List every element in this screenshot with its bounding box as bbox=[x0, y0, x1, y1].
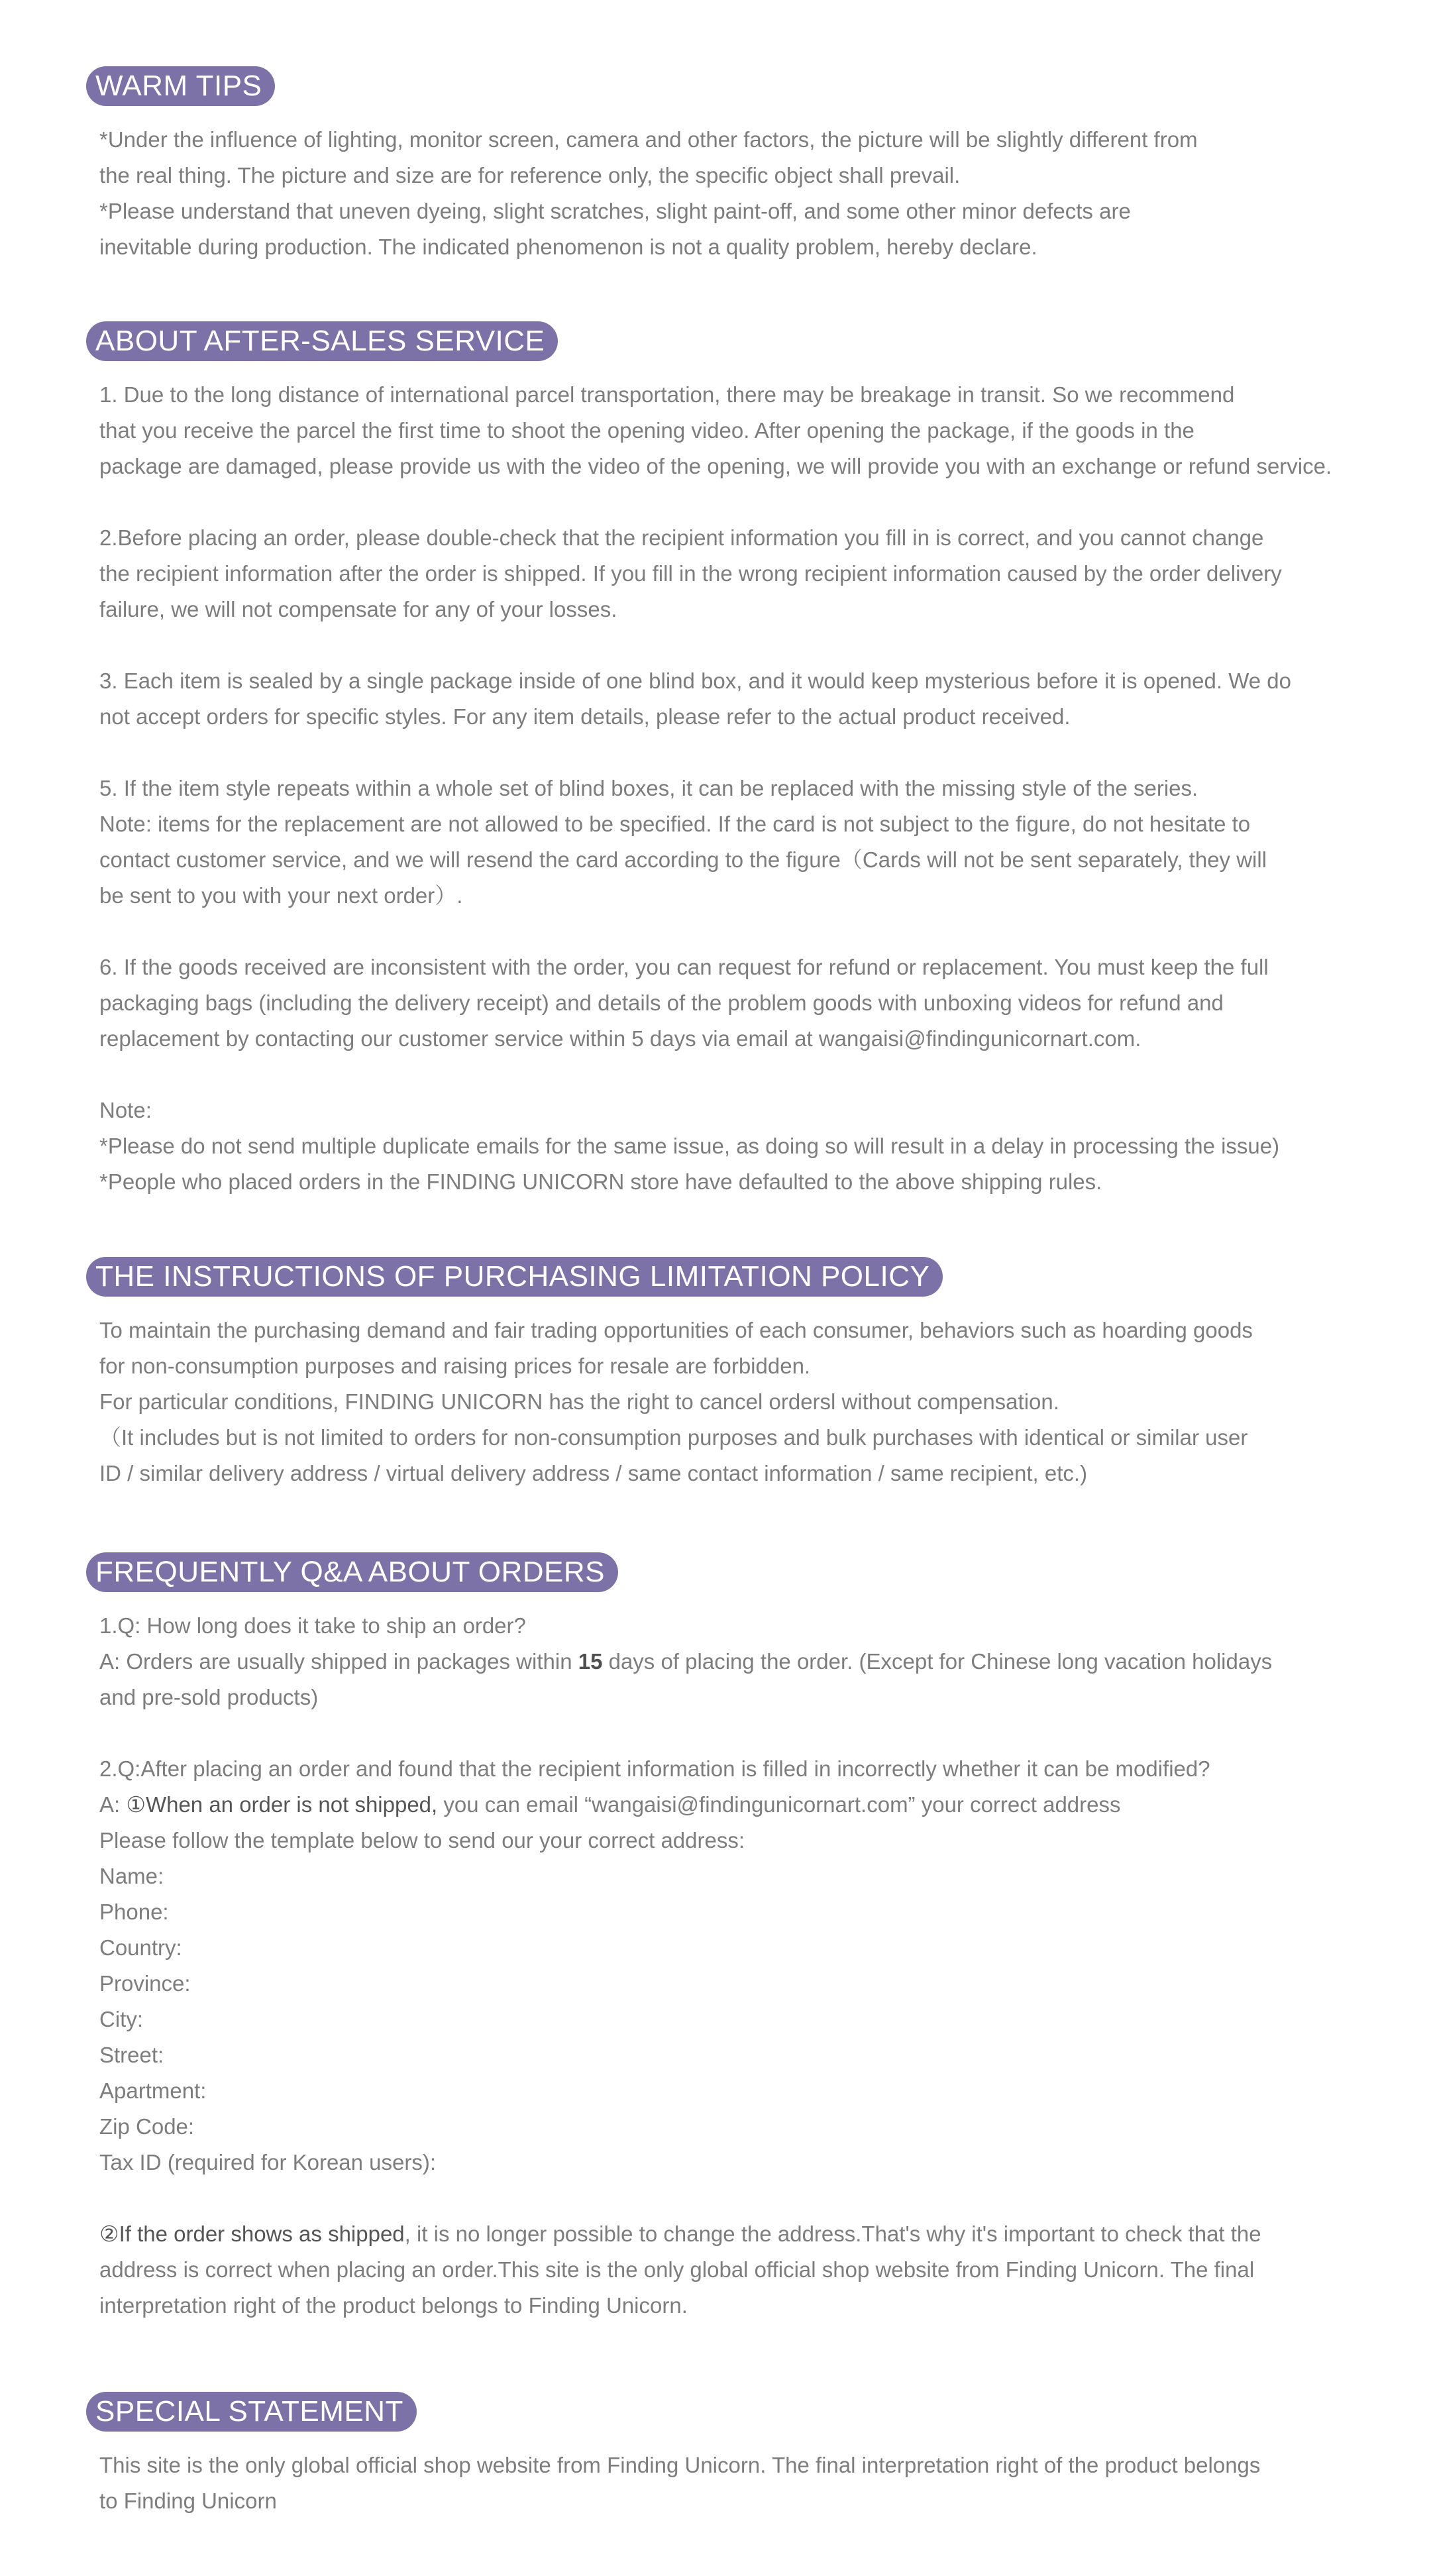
text-line: interpretation right of the product belongs to Finding Unicorn. bbox=[99, 2293, 688, 2318]
text-line: *People who placed orders in the FINDING UNICORN store have defaulted to the above shipping rules. bbox=[99, 1169, 1102, 1194]
faq-heading: FREQUENTLY Q&A ABOUT ORDERS bbox=[86, 1552, 618, 1592]
template-field: Tax ID (required for Korean users): bbox=[99, 2150, 437, 2174]
after-sales-body bbox=[86, 377, 1358, 1200]
text-line: that you receive the parcel the first time to shoot the opening video. After opening the package, if the goods in the bbox=[99, 418, 1194, 443]
text-line: address is correct when placing an order.This site is the only global official shop website from Finding Unicorn. The final bbox=[99, 2257, 1255, 2282]
template-field: Phone: bbox=[99, 1900, 169, 1924]
paragraph-gap bbox=[99, 484, 1358, 520]
text-line: inevitable during production. The indicated phenomenon is not a quality problem, hereby declare. bbox=[99, 235, 1037, 259]
special-body bbox=[86, 2447, 1358, 2519]
special-heading: SPECIAL STATEMENT bbox=[86, 2392, 417, 2432]
faq-section bbox=[86, 1552, 1358, 2324]
shipped-note bbox=[99, 2216, 1358, 2252]
text-line: 1. Due to the long distance of international parcel transportation, there may be breakage in transit. So we recommend bbox=[99, 382, 1235, 407]
text-line: contact customer service, and we will resend the card according to the figure（Cards will not be sent separately, they will bbox=[99, 847, 1267, 872]
text-line: to Finding Unicorn bbox=[99, 2489, 277, 2513]
text-line: not accept orders for specific styles. For any item details, please refer to the actual product received. bbox=[99, 704, 1071, 729]
limitation-heading: THE INSTRUCTIONS OF PURCHASING LIMITATION POLICY bbox=[86, 1257, 943, 1297]
warm-tips-body bbox=[86, 122, 1358, 265]
text-line: ID / similar delivery address / virtual delivery address / same contact information / same recipient, etc.) bbox=[99, 1461, 1088, 1485]
text-line: package are damaged, please provide us with the video of the opening, we will provide you with an exchange or refund service. bbox=[99, 454, 1332, 478]
template-field: Country: bbox=[99, 1935, 182, 1960]
template-field: Apartment: bbox=[99, 2078, 207, 2103]
answer-1-days: 15 bbox=[578, 1649, 603, 1674]
text-line: For particular conditions, FINDING UNICORN has the right to cancel ordersl without compensation. bbox=[99, 1389, 1059, 1414]
answer-2-prefix: A: bbox=[99, 1792, 127, 1817]
paragraph-gap bbox=[99, 735, 1358, 771]
template-field: Name: bbox=[99, 1864, 164, 1888]
after-sales-heading: ABOUT AFTER-SALES SERVICE bbox=[86, 321, 558, 361]
text-line: This site is the only global official shop website from Finding Unicorn. The final interpretation right of the product belongs bbox=[99, 2453, 1261, 2477]
text-line: Note: bbox=[99, 1098, 152, 1122]
question-2: 2.Q:After placing an order and found that the recipient information is filled in incorrectly whether it can be modified? bbox=[99, 1756, 1210, 1781]
paragraph-gap bbox=[99, 627, 1358, 663]
shipped-text: , it is no longer possible to change the address.That's why it's important to check that the bbox=[404, 2222, 1261, 2246]
answer-2-condition: ①When an order is not shipped, bbox=[126, 1792, 438, 1817]
text-line: the recipient information after the order is shipped. If you fill in the wrong recipient information caused by the order delivery bbox=[99, 561, 1282, 586]
special-section bbox=[86, 2392, 1358, 2519]
question-1: 1.Q: How long does it take to ship an order? bbox=[99, 1613, 526, 1638]
faq-body bbox=[86, 1608, 1358, 2324]
paragraph-gap bbox=[99, 2180, 1358, 2216]
shipped-condition: ②If the order shows as shipped bbox=[99, 2222, 405, 2246]
text-line: （It includes but is not limited to orders for non-consumption purposes and bulk purchases with identical or similar user bbox=[99, 1425, 1248, 1450]
text-line: replacement by contacting our customer service within 5 days via email at wangaisi@findingunicornart.com. bbox=[99, 1026, 1141, 1051]
text-line: be sent to you with your next order）. bbox=[99, 883, 463, 908]
text-line: packaging bags (including the delivery receipt) and details of the problem goods with unboxing videos for refund and bbox=[99, 991, 1224, 1015]
text-line: for non-consumption purposes and raising prices for resale are forbidden. bbox=[99, 1354, 811, 1378]
after-sales-section bbox=[86, 321, 1358, 1200]
text-line: To maintain the purchasing demand and fair trading opportunities of each consumer, behaviors such as hoarding goods bbox=[99, 1318, 1253, 1342]
text-line: 2.Before placing an order, please double-check that the recipient information you fill in is correct, and you cannot change bbox=[99, 525, 1264, 550]
answer-1 bbox=[99, 1644, 1358, 1680]
warm-tips-section bbox=[86, 66, 1358, 265]
text-line: and pre-sold products) bbox=[99, 1685, 319, 1709]
text-line: failure, we will not compensate for any of your losses. bbox=[99, 597, 617, 621]
text-line: 6. If the goods received are inconsistent with the order, you can request for refund or replacement. You must keep the full bbox=[99, 955, 1269, 979]
template-intro: Please follow the template below to send our your correct address: bbox=[99, 1828, 745, 1852]
text-line: the real thing. The picture and size are for reference only, the specific object shall prevail. bbox=[99, 163, 961, 188]
paragraph-gap bbox=[99, 1715, 1358, 1751]
limitation-body bbox=[86, 1313, 1358, 1491]
paragraph-gap bbox=[99, 914, 1358, 949]
text-line: *Under the influence of lighting, monitor screen, camera and other factors, the picture will be slightly different from bbox=[99, 127, 1198, 152]
text-line: 3. Each item is sealed by a single package inside of one blind box, and it would keep mysterious before it is opened. We do bbox=[99, 669, 1291, 693]
warm-tips-heading: WARM TIPS bbox=[86, 66, 275, 106]
text-line: *Please do not send multiple duplicate emails for the same issue, as doing so will result in a delay in processing the issue) bbox=[99, 1134, 1280, 1158]
template-field: Street: bbox=[99, 2043, 164, 2067]
template-field: City: bbox=[99, 2007, 143, 2031]
answer-1-text: A: Orders are usually shipped in packages within bbox=[99, 1649, 578, 1674]
limitation-section bbox=[86, 1257, 1358, 1491]
template-field: Province: bbox=[99, 1971, 191, 1996]
paragraph-gap bbox=[99, 1057, 1358, 1093]
answer-1-text-end: days of placing the order. (Except for Chinese long vacation holidays bbox=[602, 1649, 1273, 1674]
answer-2-text: you can email “wangaisi@findingunicornart.com” your correct address bbox=[437, 1792, 1121, 1817]
template-field: Zip Code: bbox=[99, 2114, 195, 2139]
text-line: 5. If the item style repeats within a whole set of blind boxes, it can be replaced with the missing style of the series. bbox=[99, 776, 1198, 800]
answer-2 bbox=[99, 1787, 1358, 1823]
text-line: *Please understand that uneven dyeing, slight scratches, slight paint-off, and some other minor defects are bbox=[99, 199, 1131, 223]
text-line: Note: items for the replacement are not allowed to be specified. If the card is not subject to the figure, do not hesitate to bbox=[99, 812, 1251, 836]
